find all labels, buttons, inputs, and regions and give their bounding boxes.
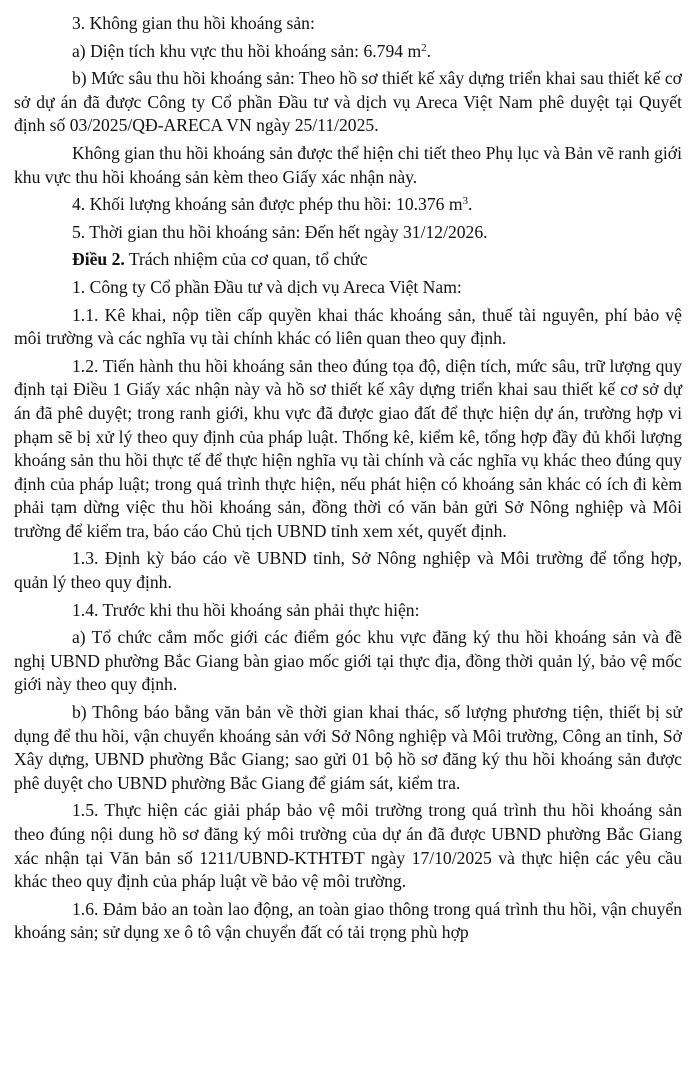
paragraph-text: Trách nhiệm của cơ quan, tổ chức <box>124 249 368 270</box>
paragraph-text: b) Thông báo bằng văn bản về thời gian khai thác, số lượng phương tiện, thiết bị sử dụng để thu hồi, vận chuyển khoáng sản với Sở Nông nghiệp và Môi trường, Công an tỉnh, Sở Xây dựng, UBND phường Bắc Giang; sao gửi 01 bộ hồ sơ đăng ký thu hồi khoáng sản được phê duyệt cho UBND phường Bắc Giang để giám sát, kiểm tra. <box>14 702 682 793</box>
paragraph-text: 1.5. Thực hiện các giải pháp bảo vệ môi trường trong quá trình thu hồi khoáng sản theo đúng nội dung hồ sơ đăng ký môi trường của dự án đã được UBND phường Bắc Giang xác nhận tại Văn bản số 1211/UBND-KTHTĐT ngày 17/10/2025 và thực hiện các yêu cầu khác theo quy định của pháp luật về bảo vệ môi trường. <box>14 800 682 892</box>
section-3-heading <box>14 12 682 36</box>
paragraph-text: 1.1. Kê khai, nộp tiền cấp quyền khai thác khoáng sản, thuế tài nguyên, phí bảo vệ môi trường và các nghĩa vụ tài chính khác có liên quan theo quy định. <box>14 304 682 349</box>
space-description <box>14 142 682 189</box>
article-2-heading <box>14 248 682 272</box>
volume-item <box>14 193 682 217</box>
paragraph-text: 4. Khối lượng khoáng sản được phép thu hồi: 10.376 m <box>72 194 463 215</box>
duration-item <box>14 221 682 245</box>
clause-1-2 <box>14 355 682 544</box>
unit-superscript: 2 <box>421 41 427 54</box>
paragraph-text: Không gian thu hồi khoáng sản được thể hiện chi tiết theo Phụ lục và Bản vẽ ranh giới khu vực thu hồi khoáng sản kèm theo Giấy xác nhận này. <box>14 142 682 187</box>
clause-1-5 <box>14 799 682 893</box>
clause-1-1 <box>14 304 682 351</box>
area-item <box>14 40 682 64</box>
paragraph-text: 1.4. Trước khi thu hồi khoáng sản phải thực hiện: <box>72 599 420 620</box>
paragraph-text: 1.6. Đảm bảo an toàn lao động, an toàn giao thông trong quá trình thu hồi, vận chuyển khoáng sản; sử dụng xe ô tô vận chuyển đất có tải trọng phù hợp <box>14 898 682 943</box>
clause-1-3 <box>14 547 682 594</box>
paragraph-text: 5. Thời gian thu hồi khoáng sản: Đến hết ngày 31/12/2026. <box>72 221 488 242</box>
paragraph-tail: . <box>468 194 473 215</box>
company-heading <box>14 276 682 300</box>
paragraph-text: 3. Không gian thu hồi khoáng sản: <box>72 13 315 33</box>
unit-superscript: 3 <box>462 195 468 208</box>
paragraph-text: 1.2. Tiến hành thu hồi khoáng sản theo đúng tọa độ, diện tích, mức sâu, trữ lượng quy định tại Điều 1 Giấy xác nhận này và hồ sơ thiết kế xây dựng triển khai sau thiết kế cơ sở dự án đã phê duyệt; trong ranh giới, khu vực đã được giao đất để thực hiện dự án, trường hợp vi phạm sẽ bị xử lý theo quy định của pháp luật. Thống kê, kiểm kê, tổng hợp đầy đủ khối lượng khoáng sản thu hồi thực tế để thực hiện nghĩa vụ tài chính và các nghĩa vụ khác theo đúng quy định của pháp luật; trong quá trình thực hiện, nếu phát hiện có khoáng sản khác có ích đi kèm phải tạm dừng việc thu hồi khoáng sản, đồng thời có văn bản gửi Sở Nông nghiệp và Môi trường để kiểm tra, báo cáo Chủ tịch UBND tỉnh xem xét, quyết định. <box>14 355 682 541</box>
paragraph-tail: . <box>426 40 432 61</box>
article-label: Điều 2. <box>72 249 125 270</box>
clause-1-4 <box>14 599 682 623</box>
paragraph-text: a) Diện tích khu vực thu hồi khoáng sản: 6.794 m <box>72 40 422 61</box>
paragraph-text: 1. Công ty Cổ phần Đầu tư và dịch vụ Areca Việt Nam: <box>72 276 462 297</box>
paragraph-text: a) Tổ chức cắm mốc giới các điểm góc khu vực đăng ký thu hồi khoáng sản và đề nghị UBND phường Bắc Giang bàn giao mốc giới tại thực địa, đồng thời quản lý, bảo vệ mốc giới này theo quy định. <box>14 627 682 695</box>
paragraph-text: b) Mức sâu thu hồi khoáng sản: Theo hồ sơ thiết kế xây dựng triển khai sau thiết kế cơ sở dự án đã được Công ty Cổ phần Đầu tư và dịch vụ Areca Việt Nam phê duyệt tại Quyết định số 03/2025/QĐ-ARECA VN ngày 25/11/2025. <box>14 68 682 136</box>
clause-1-4-b <box>14 701 682 795</box>
depth-item <box>14 67 682 138</box>
clause-1-4-a <box>14 626 682 697</box>
clause-1-6 <box>14 898 682 945</box>
paragraph-text: 1.3. Định kỳ báo cáo về UBND tỉnh, Sở Nông nghiệp và Môi trường để tổng hợp, quản lý theo quy định. <box>14 548 682 593</box>
